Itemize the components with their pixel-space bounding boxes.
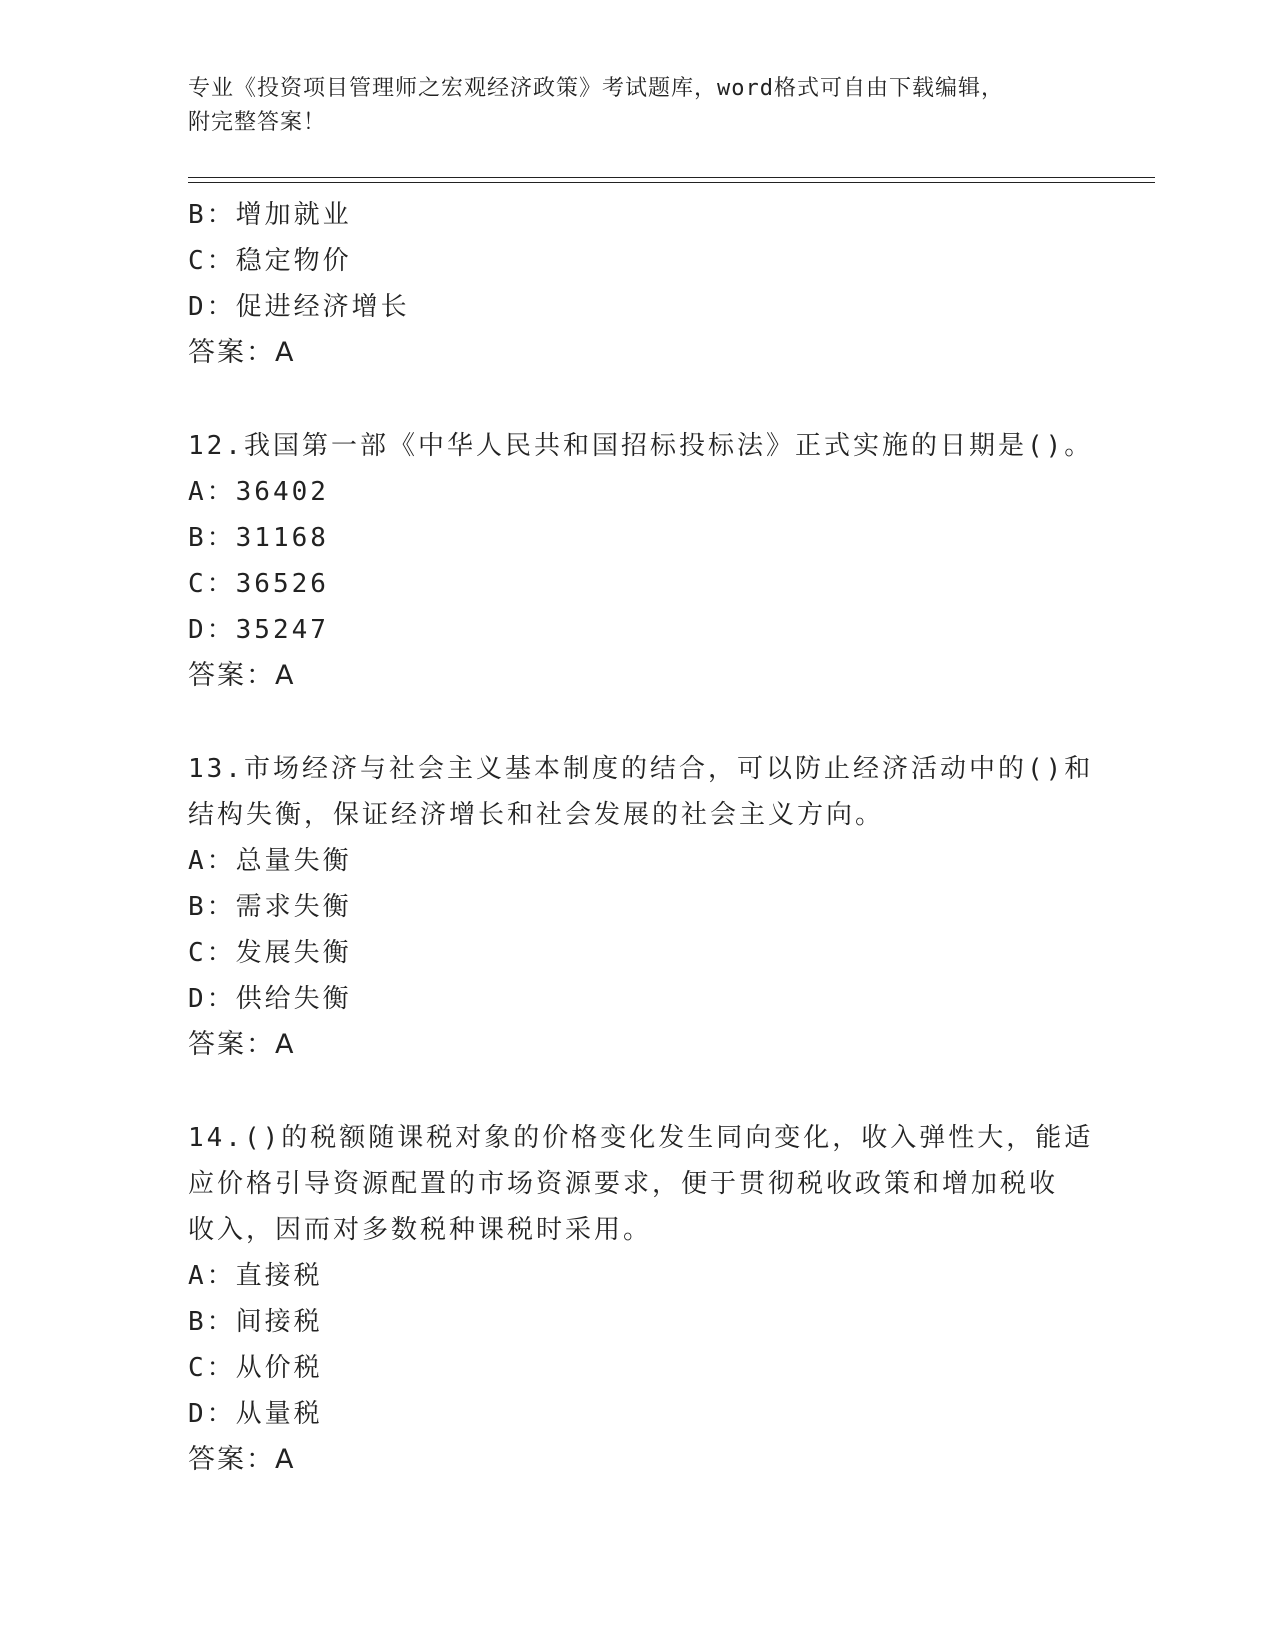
option-text: 35247 — [235, 615, 329, 645]
question-text-line-2: 结构失衡，保证经济增长和社会发展的社会主义方向。 — [188, 800, 885, 830]
option-text: 从价税 — [235, 1353, 323, 1383]
spacer — [188, 699, 1088, 746]
option-label: C： — [188, 1353, 236, 1383]
answer: 答案：A — [188, 337, 296, 368]
option-text: 稳定物价 — [235, 246, 352, 276]
option-label: C： — [188, 938, 236, 968]
question-text-line-2: 应价格引导资源配置的市场资源要求，便于贯彻税收政策和增加税收 — [188, 1169, 1059, 1199]
option-text: 增加就业 — [235, 200, 352, 230]
option-d — [188, 976, 1088, 1022]
option-label: C： — [188, 569, 236, 599]
option-a — [188, 1253, 1088, 1299]
prev-question — [188, 192, 1088, 376]
answer: 答案：A — [188, 1444, 296, 1475]
spacer — [188, 1068, 1088, 1115]
option-label: D： — [188, 1399, 236, 1429]
option-label: D： — [188, 615, 236, 645]
option-b — [188, 1299, 1088, 1345]
option-label: A： — [188, 846, 236, 876]
option-text: 促进经济增长 — [235, 292, 410, 322]
answer: 答案：A — [188, 1029, 296, 1060]
option-text: 直接税 — [235, 1261, 323, 1291]
spacer — [188, 376, 1088, 423]
question-text-line-1: 14.()的税额随课税对象的价格变化发生同向变化，收入弹性大，能适 — [188, 1123, 1094, 1153]
option-a — [188, 469, 1088, 515]
option-text: 31168 — [235, 523, 329, 553]
option-label: C： — [188, 246, 236, 276]
option-label: B： — [188, 523, 236, 553]
option-label: B： — [188, 1307, 236, 1337]
option-d — [188, 284, 1088, 330]
question-text-line-1: 13.市场经济与社会主义基本制度的结合，可以防止经济活动中的()和 — [188, 754, 1094, 784]
question-text: 12.我国第一部《中华人民共和国招标投标法》正式实施的日期是()。 — [188, 431, 1094, 461]
option-b — [188, 515, 1088, 561]
document-header — [188, 72, 1068, 140]
question-14 — [188, 1115, 1094, 1483]
header-divider-top — [188, 177, 1155, 178]
option-c — [188, 930, 1088, 976]
header-divider-bottom — [188, 182, 1155, 183]
option-text: 总量失衡 — [235, 846, 352, 876]
option-label: B： — [188, 892, 236, 922]
question-list — [188, 192, 1094, 1483]
option-text: 36402 — [235, 477, 329, 507]
option-text: 间接税 — [235, 1307, 323, 1337]
option-c — [188, 561, 1088, 607]
option-text: 发展失衡 — [235, 938, 352, 968]
question-text-line-3: 收入，因而对多数税种课税时采用。 — [188, 1215, 653, 1245]
option-text: 从量税 — [235, 1399, 323, 1429]
option-label: A： — [188, 1261, 236, 1291]
option-text: 需求失衡 — [235, 892, 352, 922]
option-label: D： — [188, 292, 236, 322]
option-d — [188, 1391, 1088, 1437]
question-13 — [188, 746, 1094, 1068]
option-b — [188, 192, 1088, 238]
header-line-2: 附完整答案！ — [188, 110, 327, 135]
answer: 答案：A — [188, 660, 296, 691]
option-c — [188, 1345, 1088, 1391]
option-a — [188, 838, 1088, 884]
option-text: 36526 — [235, 569, 329, 599]
question-12 — [188, 423, 1094, 699]
option-d — [188, 607, 1088, 653]
option-c — [188, 238, 1088, 284]
option-b — [188, 884, 1088, 930]
option-label: B： — [188, 200, 236, 230]
header-line-1: 专业《投资项目管理师之宏观经济政策》考试题库，word格式可自由下载编辑， — [188, 76, 1004, 101]
option-label: D： — [188, 984, 236, 1014]
option-label: A： — [188, 477, 236, 507]
option-text: 供给失衡 — [235, 984, 352, 1014]
